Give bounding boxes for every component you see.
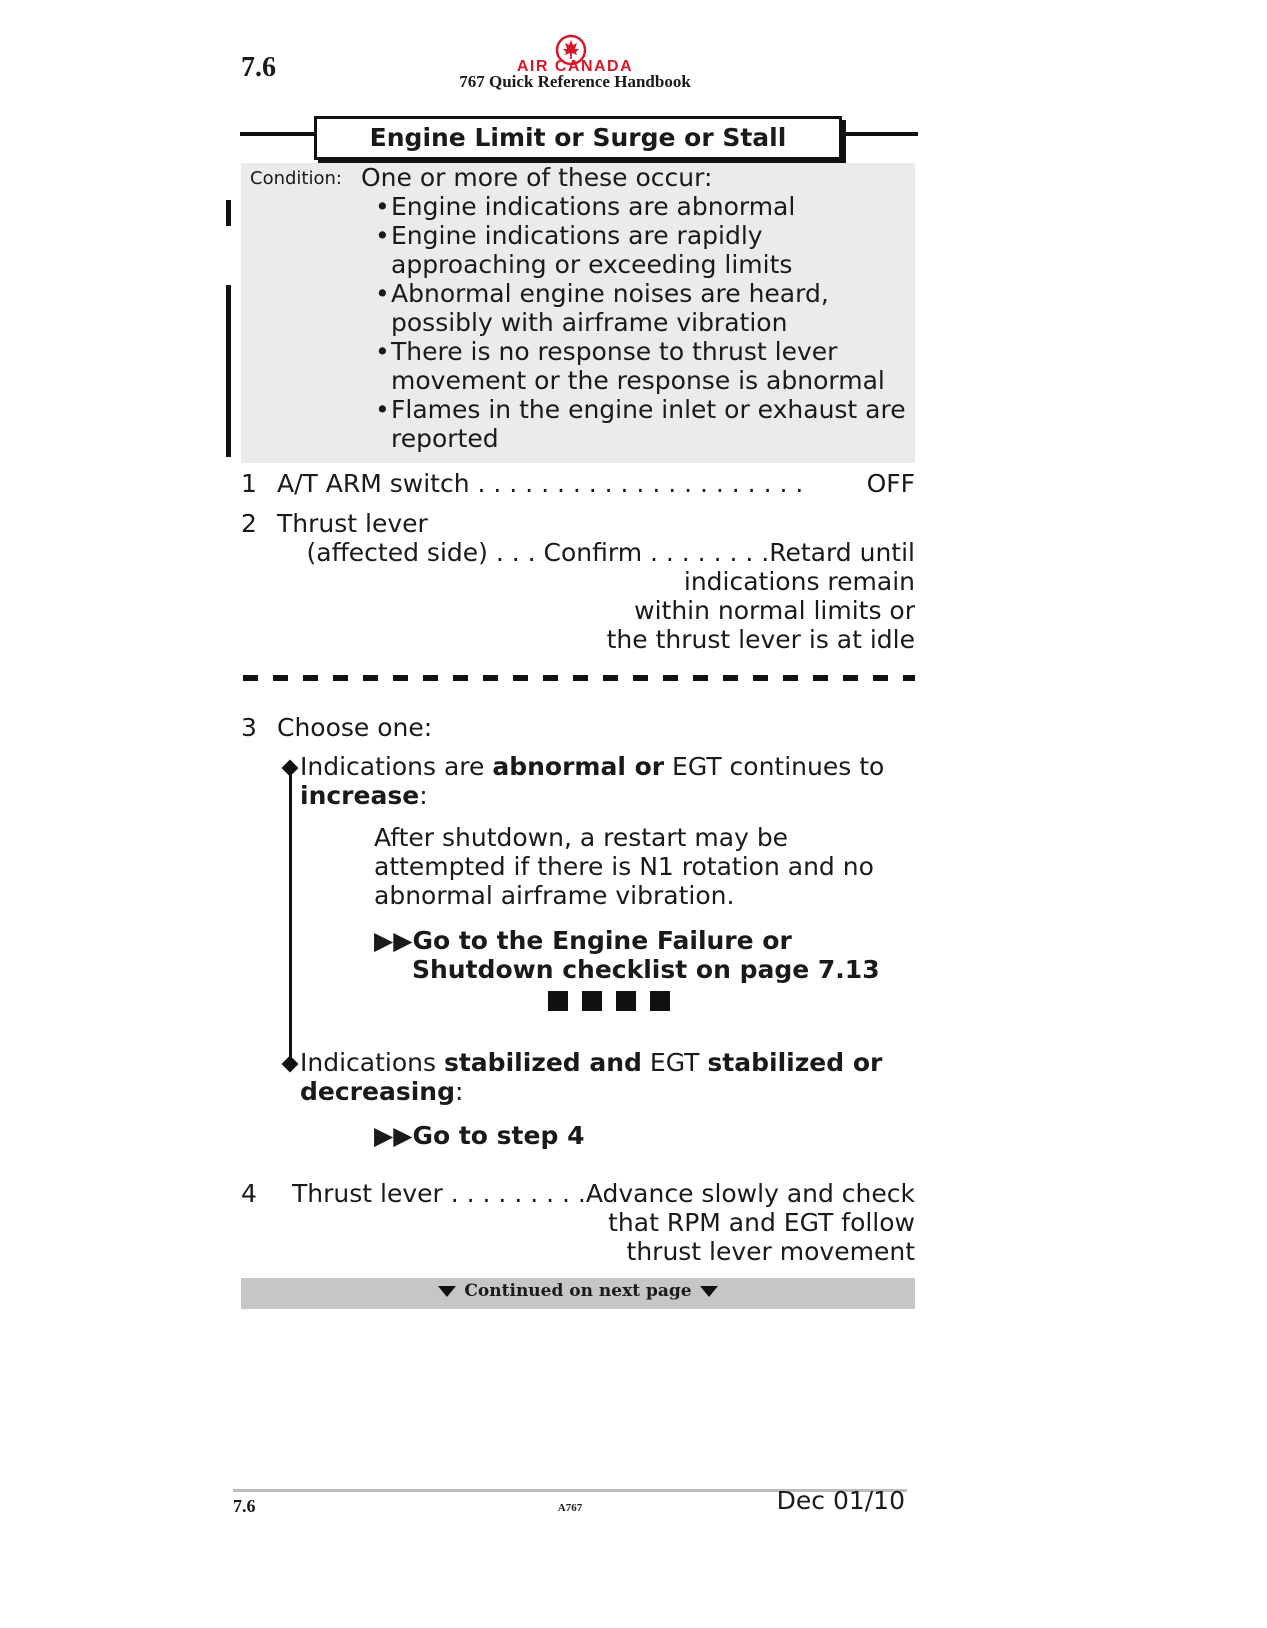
option-2-text: Indications stabilized and EGT stabilized or decreasing:: [300, 1048, 883, 1106]
checklist-title: Engine Limit or Surge or Stall: [314, 116, 842, 160]
step-2-action: indications remain: [683, 567, 915, 596]
option-1-text: Indications are abnormal or EGT continues to increase:: [300, 752, 885, 810]
condition-bullet: • There is no response to thrust lever movement or the response is abnormal: [375, 337, 915, 395]
condition-label: Condition:: [250, 168, 342, 189]
title-rule-right: [842, 132, 918, 136]
change-bar: [226, 285, 231, 457]
step-4-action: thrust lever movement: [626, 1237, 915, 1266]
step-2-action: within normal limits or: [634, 596, 915, 625]
footer-page: 7.6: [233, 1496, 256, 1516]
title-rule-left: [240, 132, 316, 136]
goto-engine-failure-line2: Shutdown checklist on page 7.13: [412, 955, 880, 984]
change-bar: [226, 200, 231, 226]
step-1-number: 1: [241, 469, 257, 498]
step-3-text: Choose one:: [277, 713, 433, 742]
option-1-note: After shutdown, a restart may be: [374, 823, 789, 852]
end-marker-icon: [650, 991, 670, 1011]
page-number: 7.6: [241, 52, 276, 83]
step-3-number: 3: [241, 713, 257, 742]
step-4-number: 4: [241, 1179, 257, 1208]
goto-engine-failure: ▶▶Go to the Engine Failure or: [374, 926, 792, 955]
step-1-dots: . . . . . . . . . . . . . . . . . . . . .: [469, 469, 812, 498]
handbook-subtitle: 767 Quick Reference Handbook: [459, 72, 691, 91]
footer-model: A767: [557, 1502, 583, 1514]
condition-bullet: • Flames in the engine inlet or exhaust are reported: [375, 395, 915, 453]
condition-bullet: • Engine indications are rapidly approaching or exceeding limits: [375, 221, 915, 279]
double-arrow-icon: ▶▶: [374, 926, 413, 955]
option-1-note: abnormal airframe vibration.: [374, 881, 735, 910]
brand-name: AIR CANADA: [516, 58, 634, 75]
step-2-confirm-line: (affected side) . . . Confirm . . . . . . . .Retard until: [306, 538, 915, 567]
step-1-action: OFF: [866, 469, 915, 498]
end-marker-icon: [548, 991, 568, 1011]
step-4-action: that RPM and EGT follow: [608, 1208, 915, 1237]
step-1-item: [277, 469, 811, 498]
continued-label: Continued on next page: [241, 1281, 915, 1301]
step-2-item: Thrust lever: [277, 509, 428, 538]
step-1-label: A/T ARM switch: [277, 469, 470, 498]
condition-bullet: • Engine indications are abnormal: [375, 192, 915, 221]
condition-bullet-list: [375, 192, 915, 453]
down-triangle-icon: [700, 1286, 718, 1297]
option-connector-line: [289, 766, 292, 1060]
end-marker-icon: [582, 991, 602, 1011]
step-2-number: 2: [241, 509, 257, 538]
option-1-note: attempted if there is N1 rotation and no: [374, 852, 874, 881]
step-2-action: the thrust lever is at idle: [606, 625, 915, 654]
step-4-item: Thrust lever . . . . . . . . .Advance slowly and check: [292, 1179, 915, 1208]
end-marker-icon: [616, 991, 636, 1011]
footer-date: Dec 01/10: [776, 1486, 905, 1515]
dashed-separator: [243, 675, 915, 681]
diamond-icon: [282, 760, 299, 777]
condition-bullet: • Abnormal engine noises are heard, possibly with airframe vibration: [375, 279, 915, 337]
double-arrow-icon: ▶▶: [374, 1121, 413, 1150]
condition-lead: One or more of these occur:: [361, 163, 713, 192]
diamond-icon: [282, 1056, 299, 1073]
goto-step-4: ▶▶Go to step 4: [374, 1121, 585, 1150]
down-triangle-icon: [438, 1286, 456, 1297]
